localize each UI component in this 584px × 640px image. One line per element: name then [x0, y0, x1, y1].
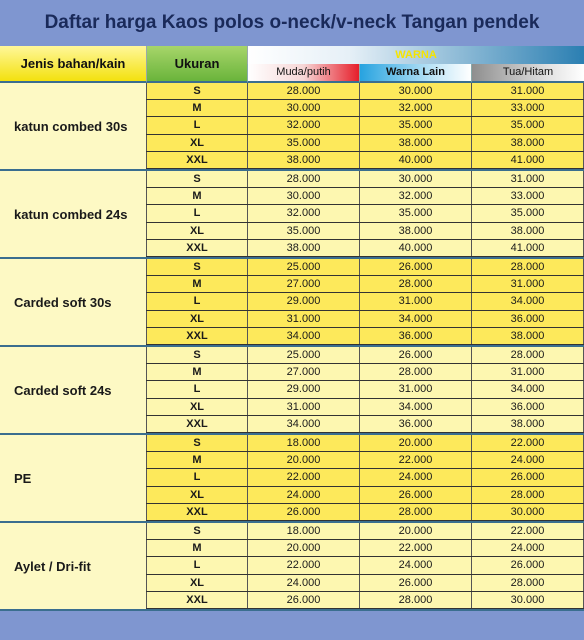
price-muda-cell: 22.000	[247, 469, 359, 485]
fabric-group	[0, 347, 584, 435]
price-tua-cell: 38.000	[471, 416, 584, 432]
price-muda-cell: 32.000	[247, 205, 359, 221]
size-cell: S	[146, 435, 247, 451]
price-lain-cell: 34.000	[359, 311, 471, 327]
table-row	[146, 452, 584, 469]
price-muda-cell: 26.000	[247, 504, 359, 520]
price-tua-cell: 28.000	[471, 575, 584, 591]
price-muda-cell: 25.000	[247, 347, 359, 363]
price-tua-cell: 35.000	[471, 117, 584, 133]
price-tua-cell: 31.000	[471, 364, 584, 380]
price-muda-cell: 26.000	[247, 592, 359, 608]
price-tua-cell: 31.000	[471, 276, 584, 292]
fabric-name: Carded soft 30s	[14, 294, 112, 310]
fabric-name: katun combed 24s	[14, 206, 128, 222]
price-lain-cell: 26.000	[359, 259, 471, 275]
price-muda-cell: 34.000	[247, 416, 359, 432]
price-muda-cell: 25.000	[247, 259, 359, 275]
size-cell: XXL	[146, 328, 247, 344]
price-lain-cell: 28.000	[359, 504, 471, 520]
price-lain-cell: 30.000	[359, 83, 471, 99]
price-tua-cell: 28.000	[471, 347, 584, 363]
price-lain-cell: 40.000	[359, 240, 471, 256]
fabric-group	[0, 435, 584, 523]
price-muda-cell: 30.000	[247, 100, 359, 116]
table-row	[146, 83, 584, 100]
price-muda-cell: 24.000	[247, 575, 359, 591]
price-muda-cell: 38.000	[247, 152, 359, 168]
price-muda-cell: 20.000	[247, 452, 359, 468]
price-muda-cell: 18.000	[247, 435, 359, 451]
price-tua-cell: 26.000	[471, 557, 584, 573]
table-row	[146, 276, 584, 293]
price-lain-cell: 20.000	[359, 435, 471, 451]
table-row	[146, 240, 584, 257]
price-muda-cell: 35.000	[247, 223, 359, 239]
table-row	[146, 311, 584, 328]
price-tua-cell: 31.000	[471, 171, 584, 187]
price-tua-cell: 26.000	[471, 469, 584, 485]
price-lain-cell: 31.000	[359, 381, 471, 397]
price-lain-cell: 38.000	[359, 135, 471, 151]
fabric-group	[0, 523, 584, 611]
price-muda-cell: 27.000	[247, 364, 359, 380]
table-row	[146, 259, 584, 276]
price-tua-cell: 38.000	[471, 135, 584, 151]
footer-band	[0, 611, 584, 640]
size-cell: S	[146, 347, 247, 363]
table-row	[146, 540, 584, 557]
table-row	[146, 504, 584, 521]
price-muda-cell: 30.000	[247, 188, 359, 204]
price-lain-cell: 22.000	[359, 452, 471, 468]
price-tua-cell: 34.000	[471, 293, 584, 309]
price-tua-cell: 41.000	[471, 240, 584, 256]
price-lain-cell: 26.000	[359, 575, 471, 591]
price-muda-cell: 28.000	[247, 171, 359, 187]
price-lain-cell: 35.000	[359, 117, 471, 133]
price-lain-cell: 35.000	[359, 205, 471, 221]
table-row	[146, 152, 584, 169]
price-lain-cell: 32.000	[359, 188, 471, 204]
table-row	[146, 328, 584, 345]
header-muda: Muda/putih	[247, 64, 359, 83]
size-cell: M	[146, 540, 247, 556]
table-row	[146, 557, 584, 574]
table-row	[146, 523, 584, 540]
price-lain-cell: 26.000	[359, 487, 471, 503]
price-table	[0, 46, 584, 611]
size-cell: L	[146, 557, 247, 573]
header-ukuran: Ukuran	[146, 46, 247, 83]
price-tua-cell: 30.000	[471, 592, 584, 608]
price-lain-cell: 24.000	[359, 469, 471, 485]
size-cell: XL	[146, 399, 247, 415]
header-jenis: Jenis bahan/kain	[0, 46, 146, 83]
size-cell: M	[146, 276, 247, 292]
price-tua-cell: 33.000	[471, 188, 584, 204]
price-muda-cell: 29.000	[247, 293, 359, 309]
size-cell: L	[146, 293, 247, 309]
page-title: Daftar harga Kaos polos o-neck/v-neck Tangan pendek	[44, 12, 540, 33]
price-tua-cell: 38.000	[471, 223, 584, 239]
price-muda-cell: 31.000	[247, 399, 359, 415]
price-muda-cell: 20.000	[247, 540, 359, 556]
table-row	[146, 487, 584, 504]
table-row	[146, 399, 584, 416]
price-lain-cell: 26.000	[359, 347, 471, 363]
table-row	[146, 188, 584, 205]
price-lain-cell: 20.000	[359, 523, 471, 539]
table-row	[146, 100, 584, 117]
table-row	[146, 205, 584, 222]
table-row	[146, 293, 584, 310]
price-muda-cell: 28.000	[247, 83, 359, 99]
price-lain-cell: 22.000	[359, 540, 471, 556]
price-tua-cell: 36.000	[471, 399, 584, 415]
price-lain-cell: 28.000	[359, 276, 471, 292]
table-row	[146, 592, 584, 609]
fabric-group	[0, 171, 584, 259]
size-cell: XXL	[146, 240, 247, 256]
size-cell: XXL	[146, 504, 247, 520]
price-muda-cell: 35.000	[247, 135, 359, 151]
price-tua-cell: 24.000	[471, 452, 584, 468]
price-tua-cell: 28.000	[471, 487, 584, 503]
fabric-name: Aylet / Dri-fit	[14, 558, 91, 574]
fabric-name: Carded soft 24s	[14, 382, 112, 398]
fabric-name: katun combed 30s	[14, 118, 128, 134]
price-lain-cell: 28.000	[359, 592, 471, 608]
table-row	[146, 171, 584, 188]
price-tua-cell: 31.000	[471, 83, 584, 99]
size-cell: L	[146, 381, 247, 397]
price-lain-cell: 32.000	[359, 100, 471, 116]
price-muda-cell: 27.000	[247, 276, 359, 292]
size-cell: XXL	[146, 416, 247, 432]
table-row	[146, 575, 584, 592]
price-tua-cell: 28.000	[471, 259, 584, 275]
size-cell: XL	[146, 135, 247, 151]
fabric-name: PE	[14, 470, 32, 486]
header-warna: WARNA	[247, 46, 584, 64]
price-muda-cell: 34.000	[247, 328, 359, 344]
price-muda-cell: 32.000	[247, 117, 359, 133]
price-muda-cell: 29.000	[247, 381, 359, 397]
table-row	[146, 135, 584, 152]
table-row	[146, 364, 584, 381]
price-lain-cell: 38.000	[359, 223, 471, 239]
size-cell: XL	[146, 487, 247, 503]
table-row	[146, 347, 584, 364]
price-tua-cell: 36.000	[471, 311, 584, 327]
size-cell: M	[146, 100, 247, 116]
header-lain: Warna Lain	[359, 64, 471, 83]
price-lain-cell: 36.000	[359, 328, 471, 344]
table-row	[146, 381, 584, 398]
price-tua-cell: 34.000	[471, 381, 584, 397]
price-muda-cell: 38.000	[247, 240, 359, 256]
price-muda-cell: 31.000	[247, 311, 359, 327]
size-cell: XXL	[146, 152, 247, 168]
size-cell: L	[146, 117, 247, 133]
price-tua-cell: 22.000	[471, 523, 584, 539]
price-tua-cell: 38.000	[471, 328, 584, 344]
price-tua-cell: 41.000	[471, 152, 584, 168]
price-tua-cell: 24.000	[471, 540, 584, 556]
fabric-group	[0, 259, 584, 347]
price-lain-cell: 31.000	[359, 293, 471, 309]
size-cell: XL	[146, 311, 247, 327]
size-cell: M	[146, 364, 247, 380]
price-tua-cell: 33.000	[471, 100, 584, 116]
size-cell: L	[146, 205, 247, 221]
size-cell: XL	[146, 575, 247, 591]
size-cell: S	[146, 83, 247, 99]
table-row	[146, 416, 584, 433]
table-row	[146, 435, 584, 452]
price-tua-cell: 35.000	[471, 205, 584, 221]
price-lain-cell: 40.000	[359, 152, 471, 168]
fabric-group	[0, 83, 584, 171]
price-lain-cell: 34.000	[359, 399, 471, 415]
price-lain-cell: 36.000	[359, 416, 471, 432]
size-cell: L	[146, 469, 247, 485]
price-lain-cell: 24.000	[359, 557, 471, 573]
size-cell: XXL	[146, 592, 247, 608]
price-muda-cell: 22.000	[247, 557, 359, 573]
price-lain-cell: 30.000	[359, 171, 471, 187]
price-tua-cell: 22.000	[471, 435, 584, 451]
header-tua: Tua/Hitam	[471, 64, 584, 83]
size-cell: S	[146, 523, 247, 539]
price-muda-cell: 18.000	[247, 523, 359, 539]
size-cell: XL	[146, 223, 247, 239]
size-cell: M	[146, 188, 247, 204]
table-row	[146, 223, 584, 240]
price-tua-cell: 30.000	[471, 504, 584, 520]
size-cell: M	[146, 452, 247, 468]
price-muda-cell: 24.000	[247, 487, 359, 503]
size-cell: S	[146, 259, 247, 275]
table-row	[146, 469, 584, 486]
price-lain-cell: 28.000	[359, 364, 471, 380]
table-row	[146, 117, 584, 134]
size-cell: S	[146, 171, 247, 187]
